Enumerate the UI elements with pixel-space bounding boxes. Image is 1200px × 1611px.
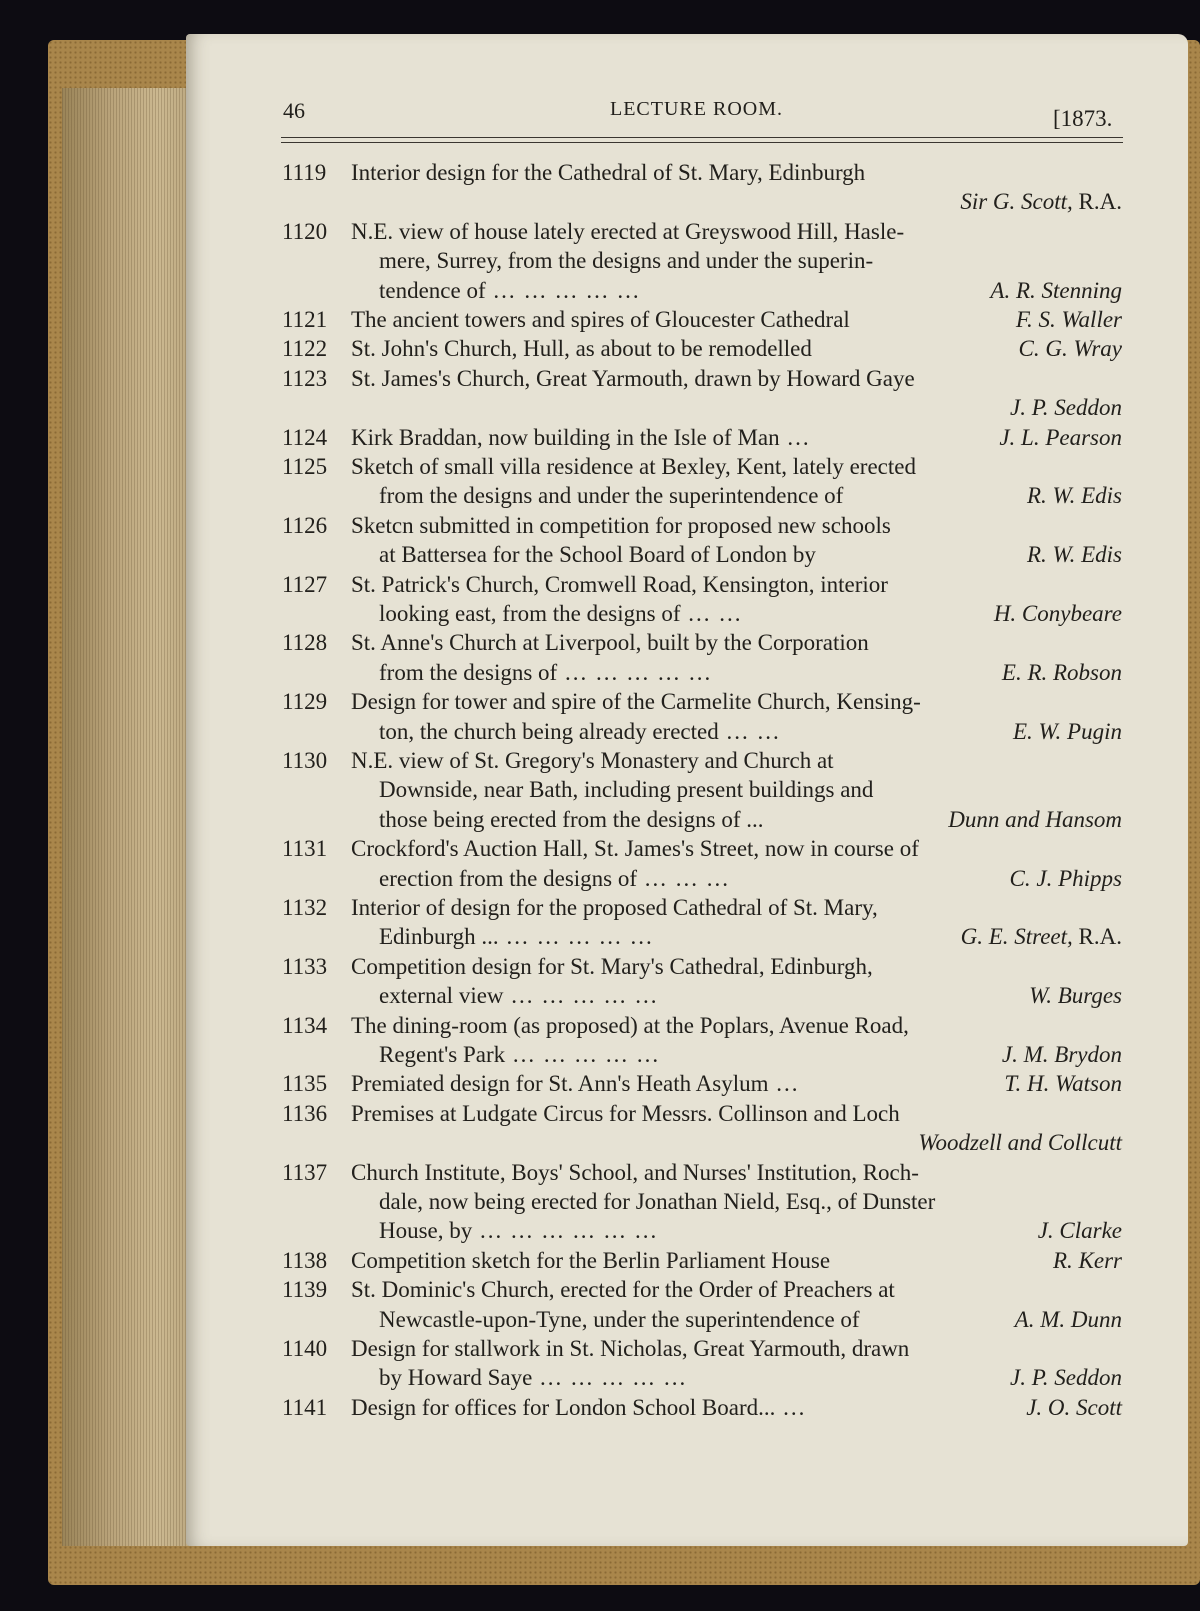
entry-author-line	[186, 187, 1188, 217]
entry-continuation-line	[186, 1216, 1188, 1246]
entry-number: 1135	[282, 1071, 328, 1097]
entry-continuation-line	[186, 540, 1188, 570]
entry-title: The dining-room (as proposed) at the Poplars, Avenue Road,	[351, 1012, 909, 1038]
entry-line	[186, 1099, 1188, 1129]
entry-number: 1129	[282, 689, 328, 715]
entry-number: 1136	[282, 1100, 328, 1126]
entry-continuation-line	[186, 276, 1188, 306]
entry-title: House, by ... ... ... ... ... ...	[379, 1218, 659, 1244]
author-name: R. Kerr	[1053, 1247, 1122, 1273]
entry-title: Church Institute, Boys' School, and Nurses' Institution, Roch-	[351, 1159, 919, 1185]
dot-leader: ... ... ...	[637, 865, 731, 891]
entry-title: Premiated design for St. Ann's Heath Asylum ...	[351, 1071, 800, 1097]
author-name: A. M. Dunn	[1014, 1306, 1122, 1332]
entry-title: Interior design for the Cathedral of St. Mary, Edinburgh	[351, 160, 866, 185]
entry-continuation-line	[186, 864, 1188, 894]
dot-leader: ... ... ... ... ...	[505, 1042, 661, 1067]
entry-author-line	[186, 393, 1188, 423]
entry-line	[186, 1069, 1188, 1099]
entry-author	[994, 599, 1122, 629]
entry-line	[186, 1393, 1188, 1423]
entry-number: 1120	[282, 218, 328, 244]
entry-author	[961, 922, 1122, 952]
entry-number: 1137	[282, 1159, 328, 1185]
entry-title: from the designs and under the superintendence of	[379, 483, 844, 509]
entry-author	[1027, 540, 1122, 570]
dot-leader: ... ...	[680, 601, 743, 626]
entry-title: Premises at Ludgate Circus for Messrs. Collinson and Loch	[351, 1100, 900, 1126]
author-honorific: R.A.	[1072, 189, 1122, 215]
entry-author	[1016, 305, 1122, 335]
entry-title: St. John's Church, Hull, as about to be remodelled	[351, 336, 812, 362]
entry-continuation-line	[186, 246, 1188, 276]
entry-title: St. Dominic's Church, erected for the Order of Preachers at	[351, 1277, 895, 1303]
entry-author	[1013, 717, 1122, 747]
entry-number: 1123	[282, 365, 328, 391]
entry-line	[186, 334, 1188, 364]
entry-author	[1053, 1246, 1122, 1276]
entry-title: from the designs of ... ... ... ... ...	[379, 659, 713, 685]
author-name: F. S. Waller	[1015, 307, 1122, 332]
entry-line	[186, 423, 1188, 453]
entry-title: Edinburgh ... ... ... ... ... ...	[379, 924, 654, 950]
entry-author	[1015, 1305, 1122, 1335]
author-name: J. M. Brydon	[1001, 1042, 1122, 1067]
entry-number: 1119	[282, 160, 327, 185]
author-name: W. Burges	[1029, 983, 1122, 1009]
entry-author	[960, 187, 1122, 217]
entry-line	[186, 364, 1188, 394]
entry-title: external view ... ... ... ... ...	[379, 983, 659, 1009]
entry-title: St. Patrick's Church, Cromwell Road, Kensington, interior	[351, 571, 888, 597]
entry-author	[999, 423, 1122, 453]
entry-line	[186, 217, 1188, 247]
entry-number: 1130	[282, 748, 328, 773]
entry-number: 1138	[282, 1247, 328, 1273]
entry-author	[1002, 658, 1122, 688]
dot-leader: ... ... ... ... ...	[498, 924, 654, 950]
entry-author	[1002, 1040, 1122, 1070]
entry-line	[186, 1011, 1188, 1041]
author-name: J. O. Scott	[1026, 1394, 1122, 1420]
entry-title: at Battersea for the School Board of London by	[379, 542, 816, 568]
entry-line	[186, 570, 1188, 600]
entry-title: tendence of ... ... ... ... ...	[379, 277, 641, 303]
entry-continuation-line	[186, 805, 1188, 835]
dot-leader: ... ... ... ... ... ...	[472, 1218, 659, 1244]
dot-leader: ...	[775, 1394, 807, 1420]
book-page	[186, 34, 1188, 1546]
entry-number: 1133	[282, 953, 328, 979]
entry-line	[186, 893, 1188, 923]
entry-line	[186, 452, 1188, 482]
entry-title: Kirk Braddan, now building in the Isle of Man ...	[351, 424, 811, 450]
entry-author	[1010, 393, 1122, 423]
entry-line	[186, 305, 1188, 335]
entry-title: St. James's Church, Great Yarmouth, drawn by Howard Gaye	[351, 365, 915, 391]
entry-author	[1004, 1069, 1122, 1099]
entry-author-line	[186, 1128, 1188, 1158]
entry-continuation-line	[186, 1305, 1188, 1335]
page-edges	[62, 88, 200, 1546]
page-number: 46	[283, 98, 305, 123]
entry-line	[186, 1275, 1188, 1305]
author-name: J. L. Pearson	[999, 424, 1122, 450]
entry-number: 1122	[282, 336, 328, 362]
entry-title: St. Anne's Church at Liverpool, built by the Corporation	[351, 630, 869, 656]
entry-title: Crockford's Auction Hall, St. James's Street, now in course of	[351, 836, 919, 862]
entry-number: 1141	[282, 1394, 328, 1420]
year-mark: [1873.	[1053, 106, 1113, 131]
author-name: J. P. Seddon	[1009, 1365, 1122, 1391]
entry-line	[186, 158, 1188, 188]
entry-number: 1126	[282, 512, 328, 538]
entry-title: those being erected from the designs of ...	[379, 806, 764, 832]
entry-author	[990, 276, 1122, 306]
entry-title: Downside, near Bath, including present buildings and	[379, 777, 874, 803]
dot-leader: ...	[768, 1071, 800, 1097]
entry-title: erection from the designs of ... ... ...	[379, 865, 731, 891]
author-honorific: R.A.	[1072, 924, 1122, 950]
author-name: R. W. Edis	[1027, 483, 1122, 509]
entry-title: Competition sketch for the Berlin Parliament House	[351, 1247, 831, 1273]
entry-author	[1010, 1363, 1122, 1393]
entry-title: Regent's Park ... ... ... ... ...	[379, 1042, 661, 1067]
entry-continuation-line	[186, 775, 1188, 805]
entry-title: Sketch of small villa residence at Bexley, Kent, lately erected	[351, 454, 916, 479]
dot-leader: ...	[779, 424, 811, 450]
entry-continuation-line	[186, 1363, 1188, 1393]
entry-line	[186, 1334, 1188, 1364]
entry-continuation-line	[186, 981, 1188, 1011]
entry-author	[1026, 1393, 1122, 1423]
author-name: C. G. Wray	[1018, 336, 1122, 362]
entry-title: Newcastle-upon-Tyne, under the superintendence of	[379, 1306, 860, 1332]
entry-number: 1131	[282, 836, 328, 862]
author-name: E. W. Pugin	[1012, 718, 1122, 744]
dot-leader: ... ... ... ... ...	[557, 659, 713, 685]
author-name: Sir G. Scott,	[960, 189, 1073, 215]
entry-number: 1125	[282, 454, 328, 479]
entry-title: N.E. view of St. Gregory's Monastery and Church at	[351, 748, 834, 773]
entry-number: 1134	[282, 1012, 328, 1038]
entry-title: Design for offices for London School Board... ...	[351, 1394, 807, 1420]
entry-number: 1139	[282, 1277, 328, 1303]
dot-leader: ... ... ... ... ...	[503, 983, 659, 1009]
entry-title: by Howard Saye ... ... ... ... ...	[379, 1365, 688, 1391]
author-name: J. P. Seddon	[1009, 395, 1122, 421]
entry-continuation-line	[186, 658, 1188, 688]
author-name: C. J. Phipps	[1009, 865, 1122, 891]
entry-author	[1019, 334, 1123, 364]
entry-title: mere, Surrey, from the designs and under the superin-	[379, 248, 874, 274]
entry-title: The ancient towers and spires of Gloucester Cathedral	[351, 307, 850, 332]
dot-leader: ... ... ... ... ...	[532, 1365, 688, 1391]
entry-continuation-line	[186, 1040, 1188, 1070]
entry-number: 1132	[282, 895, 328, 920]
entry-continuation-line	[186, 1187, 1188, 1217]
entry-continuation-line	[186, 599, 1188, 629]
entry-number: 1128	[282, 630, 328, 656]
entry-continuation-line	[186, 717, 1188, 747]
entry-author	[1010, 864, 1122, 894]
entry-line	[186, 834, 1188, 864]
entry-line	[186, 1246, 1188, 1276]
entry-title: Sketcn submitted in competition for proposed new schools	[351, 512, 891, 538]
entry-number: 1127	[282, 571, 328, 597]
entry-number: 1121	[282, 307, 328, 332]
dot-leader: ... ...	[718, 718, 781, 744]
entry-author	[1027, 481, 1122, 511]
entry-title: Competition design for St. Mary's Cathedral, Edinburgh,	[351, 953, 873, 979]
entry-author	[1038, 1216, 1122, 1246]
author-name: T. H. Watson	[1004, 1071, 1122, 1097]
entry-title: dale, now being erected for Jonathan Nield, Esq., of Dunster	[379, 1189, 936, 1214]
entry-line	[186, 511, 1188, 541]
author-name: R. W. Edis	[1027, 542, 1122, 568]
entry-line	[186, 687, 1188, 717]
author-name: Dunn and Hansom	[948, 806, 1122, 832]
entry-title: N.E. view of house lately erected at Greyswood Hill, Hasle-	[351, 218, 905, 244]
author-name: A. R. Stenning	[990, 277, 1122, 303]
author-name: Woodzell and Collcutt	[918, 1130, 1122, 1156]
entry-author	[1029, 981, 1122, 1011]
entry-line	[186, 1158, 1188, 1188]
author-name: E. R. Robson	[1001, 659, 1122, 685]
entry-title: ton, the church being already erected ... ...	[379, 718, 781, 744]
entry-line	[186, 952, 1188, 982]
author-name: J. Clarke	[1037, 1218, 1122, 1244]
running-title: LECTURE ROOM.	[610, 98, 783, 120]
dot-leader: ... ... ... ... ...	[485, 277, 641, 303]
entry-author	[948, 805, 1122, 835]
entry-title: Design for tower and spire of the Carmelite Church, Kensing-	[351, 689, 921, 715]
entry-line	[186, 746, 1188, 776]
entry-author	[918, 1128, 1122, 1158]
entry-title: Interior of design for the proposed Cathedral of St. Mary,	[351, 895, 878, 920]
header-rule	[281, 137, 1123, 143]
entry-number: 1140	[282, 1336, 328, 1361]
entry-number: 1124	[282, 424, 328, 450]
entry-title: Design for stallwork in St. Nicholas, Great Yarmouth, drawn	[351, 1336, 910, 1361]
entry-title: looking east, from the designs of ... ...	[379, 601, 743, 626]
entry-line	[186, 628, 1188, 658]
entry-continuation-line	[186, 481, 1188, 511]
author-name: G. E. Street,	[960, 924, 1073, 950]
entry-continuation-line	[186, 922, 1188, 952]
author-name: H. Conybeare	[993, 601, 1122, 626]
